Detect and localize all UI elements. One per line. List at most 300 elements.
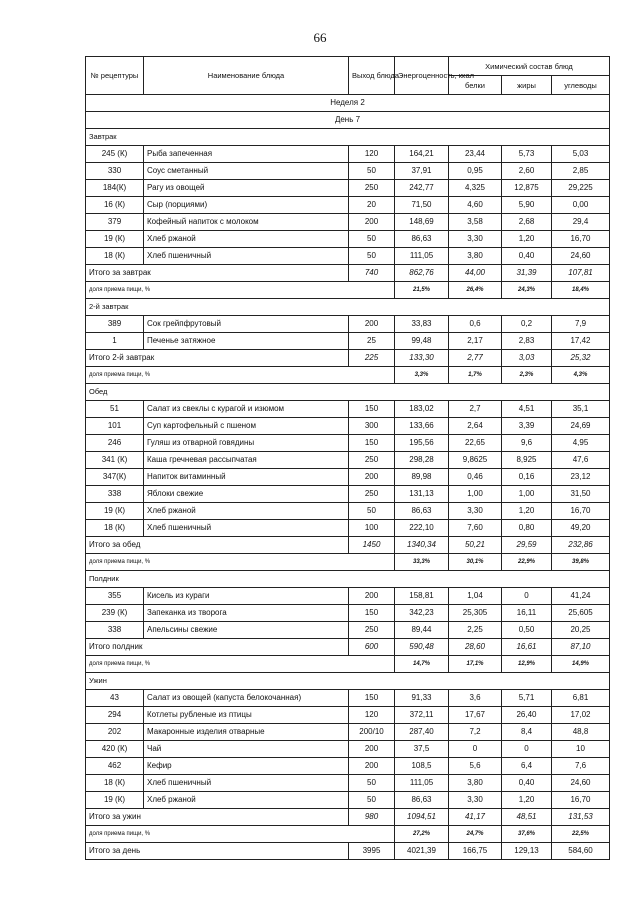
total-fat: 29,59 (502, 537, 552, 554)
dish-protein: 25,305 (449, 605, 502, 622)
recipe-number: 338 (86, 622, 144, 639)
recipe-number: 239 (К) (86, 605, 144, 622)
dish-name: Сок грейпфрутовый (144, 316, 349, 333)
total-energy: 133,30 (395, 350, 449, 367)
dish-name: Кисель из кураги (144, 588, 349, 605)
total-fat: 16,61 (502, 639, 552, 656)
day-total-row (86, 843, 610, 860)
dish-yield: 200/10 (349, 724, 395, 741)
dish-carbs: 31,50 (552, 486, 610, 503)
total-label: Итого за обед (86, 537, 349, 554)
share-carbs: 18,4% (552, 282, 610, 299)
total-label: Итого за ужин (86, 809, 349, 826)
dish-name: Гуляш из отварной говядины (144, 435, 349, 452)
share-carbs: 4,3% (552, 367, 610, 384)
dish-yield: 20 (349, 197, 395, 214)
share-energy: 33,3% (395, 554, 449, 571)
dish-yield: 50 (349, 503, 395, 520)
share-carbs: 14,9% (552, 656, 610, 673)
dish-protein: 0,6 (449, 316, 502, 333)
dish-fat: 5,73 (502, 146, 552, 163)
total-yield: 600 (349, 639, 395, 656)
day-total-energy: 4021,39 (395, 843, 449, 860)
dish-energy: 148,69 (395, 214, 449, 231)
share-protein: 17,1% (449, 656, 502, 673)
table-body (86, 95, 610, 860)
recipe-number: 420 (К) (86, 741, 144, 758)
meal-share-row (86, 656, 610, 673)
dish-energy: 37,5 (395, 741, 449, 758)
total-fat: 31,39 (502, 265, 552, 282)
dish-carbs: 7,6 (552, 758, 610, 775)
dish-energy: 242,77 (395, 180, 449, 197)
dish-fat: 16,11 (502, 605, 552, 622)
dish-carbs: 35,1 (552, 401, 610, 418)
table-row (86, 503, 610, 520)
share-fat: 2,3% (502, 367, 552, 384)
total-yield: 1450 (349, 537, 395, 554)
dish-yield: 50 (349, 231, 395, 248)
header-protein: белки (449, 76, 502, 95)
dish-protein: 17,67 (449, 707, 502, 724)
dish-name: Суп картофельный с пшеном (144, 418, 349, 435)
table-row (86, 418, 610, 435)
dish-name: Печенье затяжное (144, 333, 349, 350)
recipe-number: 355 (86, 588, 144, 605)
dish-energy: 342,23 (395, 605, 449, 622)
dish-fat: 0 (502, 741, 552, 758)
dish-protein: 22,65 (449, 435, 502, 452)
dish-carbs: 24,60 (552, 248, 610, 265)
dish-energy: 108,5 (395, 758, 449, 775)
dish-name: Сыр (порциями) (144, 197, 349, 214)
recipe-number: 43 (86, 690, 144, 707)
dish-fat: 2,83 (502, 333, 552, 350)
share-label: доля приема пищи, % (86, 282, 395, 299)
day-label: День 7 (86, 112, 610, 129)
table-row (86, 775, 610, 792)
dish-protein: 2,25 (449, 622, 502, 639)
table-row (86, 231, 610, 248)
dish-name: Хлеб пшеничный (144, 775, 349, 792)
dish-name: Запеканка из творога (144, 605, 349, 622)
total-fat: 48,51 (502, 809, 552, 826)
dish-yield: 200 (349, 469, 395, 486)
dish-fat: 1,20 (502, 231, 552, 248)
dish-name: Кофейный напиток с молоком (144, 214, 349, 231)
total-energy: 862,76 (395, 265, 449, 282)
week-label: Неделя 2 (86, 95, 610, 112)
dish-carbs: 5,03 (552, 146, 610, 163)
dish-fat: 0,16 (502, 469, 552, 486)
recipe-number: 184(К) (86, 180, 144, 197)
dish-name: Кефир (144, 758, 349, 775)
dish-name: Хлеб пшеничный (144, 520, 349, 537)
header-chem: Химический состав блюд (449, 57, 610, 76)
share-label: доля приема пищи, % (86, 554, 395, 571)
share-carbs: 22,5% (552, 826, 610, 843)
meal-total-row (86, 537, 610, 554)
dish-name: Макаронные изделия отварные (144, 724, 349, 741)
dish-protein: 1,00 (449, 486, 502, 503)
dish-yield: 50 (349, 775, 395, 792)
dish-protein: 7,60 (449, 520, 502, 537)
meal-header-row (86, 384, 610, 401)
dish-yield: 200 (349, 741, 395, 758)
total-carbs: 232,86 (552, 537, 610, 554)
header-carbs: углеводы (552, 76, 610, 95)
dish-fat: 1,00 (502, 486, 552, 503)
table-row (86, 724, 610, 741)
total-carbs: 107,81 (552, 265, 610, 282)
table-row (86, 146, 610, 163)
table-header (86, 57, 610, 95)
meal-share-row (86, 826, 610, 843)
dish-energy: 89,44 (395, 622, 449, 639)
recipe-number: 19 (К) (86, 503, 144, 520)
dish-name: Хлеб пшеничный (144, 248, 349, 265)
table-row (86, 469, 610, 486)
share-protein: 1,7% (449, 367, 502, 384)
meal-header-row (86, 299, 610, 316)
dish-energy: 99,48 (395, 333, 449, 350)
dish-energy: 298,28 (395, 452, 449, 469)
dish-protein: 2,17 (449, 333, 502, 350)
dish-carbs: 2,85 (552, 163, 610, 180)
header-fat: жиры (502, 76, 552, 95)
dish-protein: 4,60 (449, 197, 502, 214)
recipe-number: 16 (К) (86, 197, 144, 214)
dish-protein: 3,6 (449, 690, 502, 707)
dish-yield: 300 (349, 418, 395, 435)
dish-energy: 164,21 (395, 146, 449, 163)
dish-fat: 0,40 (502, 248, 552, 265)
dish-yield: 250 (349, 452, 395, 469)
meal-name: Обед (86, 384, 610, 401)
share-carbs: 39,8% (552, 554, 610, 571)
dish-name: Хлеб ржаной (144, 231, 349, 248)
dish-carbs: 17,42 (552, 333, 610, 350)
dish-carbs: 29,4 (552, 214, 610, 231)
recipe-number: 19 (К) (86, 231, 144, 248)
dish-fat: 0 (502, 588, 552, 605)
dish-protein: 9,8625 (449, 452, 502, 469)
dish-protein: 5,6 (449, 758, 502, 775)
table-row (86, 605, 610, 622)
dish-yield: 250 (349, 486, 395, 503)
share-label: доля приема пищи, % (86, 367, 395, 384)
dish-fat: 5,71 (502, 690, 552, 707)
dish-carbs: 41,24 (552, 588, 610, 605)
table-row (86, 690, 610, 707)
header-yield: Выход блюда (349, 57, 395, 95)
dish-fat: 3,39 (502, 418, 552, 435)
meal-header-row (86, 129, 610, 146)
dish-yield: 120 (349, 146, 395, 163)
dish-energy: 372,11 (395, 707, 449, 724)
meal-total-row (86, 809, 610, 826)
recipe-number: 341 (К) (86, 452, 144, 469)
dish-carbs: 17,02 (552, 707, 610, 724)
dish-carbs: 49,20 (552, 520, 610, 537)
total-carbs: 87,10 (552, 639, 610, 656)
dish-carbs: 24,60 (552, 775, 610, 792)
dish-protein: 3,80 (449, 248, 502, 265)
recipe-number: 19 (К) (86, 792, 144, 809)
share-protein: 26,4% (449, 282, 502, 299)
dish-fat: 12,875 (502, 180, 552, 197)
header-energy: Энергоценность, ккал (395, 57, 449, 95)
meal-name: 2-й завтрак (86, 299, 610, 316)
header-recipe: № рецептуры (86, 57, 144, 95)
dish-name: Рагу из овощей (144, 180, 349, 197)
dish-fat: 1,20 (502, 503, 552, 520)
dish-energy: 133,66 (395, 418, 449, 435)
table-row (86, 248, 610, 265)
dish-fat: 8,925 (502, 452, 552, 469)
recipe-number: 347(К) (86, 469, 144, 486)
total-yield: 980 (349, 809, 395, 826)
table-row (86, 707, 610, 724)
share-fat: 12,9% (502, 656, 552, 673)
table-row (86, 197, 610, 214)
dish-carbs: 16,70 (552, 792, 610, 809)
meal-name: Ужин (86, 673, 610, 690)
table-row (86, 792, 610, 809)
dish-fat: 9,6 (502, 435, 552, 452)
dish-protein: 3,80 (449, 775, 502, 792)
dish-energy: 222,10 (395, 520, 449, 537)
total-energy: 1340,34 (395, 537, 449, 554)
recipe-number: 1 (86, 333, 144, 350)
dish-protein: 2,7 (449, 401, 502, 418)
dish-name: Каша гречневая рассыпчатая (144, 452, 349, 469)
dish-fat: 0,50 (502, 622, 552, 639)
dish-carbs: 6,81 (552, 690, 610, 707)
dish-yield: 200 (349, 758, 395, 775)
recipe-number: 379 (86, 214, 144, 231)
menu-table (85, 56, 610, 860)
dish-fat: 6,4 (502, 758, 552, 775)
dish-protein: 3,30 (449, 503, 502, 520)
dish-name: Рыба запеченная (144, 146, 349, 163)
dish-carbs: 47,6 (552, 452, 610, 469)
meal-share-row (86, 554, 610, 571)
total-protein: 44,00 (449, 265, 502, 282)
share-energy: 14,7% (395, 656, 449, 673)
recipe-number: 389 (86, 316, 144, 333)
total-yield: 740 (349, 265, 395, 282)
dish-name: Напиток витаминный (144, 469, 349, 486)
table-row (86, 316, 610, 333)
dish-carbs: 24,69 (552, 418, 610, 435)
recipe-number: 338 (86, 486, 144, 503)
share-energy: 21,5% (395, 282, 449, 299)
recipe-number: 18 (К) (86, 248, 144, 265)
dish-protein: 23,44 (449, 146, 502, 163)
total-label: Итого за завтрак (86, 265, 349, 282)
dish-fat: 0,80 (502, 520, 552, 537)
dish-name: Соус сметанный (144, 163, 349, 180)
dish-energy: 287,40 (395, 724, 449, 741)
dish-energy: 37,91 (395, 163, 449, 180)
dish-energy: 131,13 (395, 486, 449, 503)
dish-carbs: 25,605 (552, 605, 610, 622)
table-row (86, 520, 610, 537)
meal-name: Завтрак (86, 129, 610, 146)
dish-energy: 71,50 (395, 197, 449, 214)
dish-carbs: 16,70 (552, 231, 610, 248)
recipe-number: 246 (86, 435, 144, 452)
dish-energy: 195,56 (395, 435, 449, 452)
dish-yield: 50 (349, 163, 395, 180)
total-protein: 50,21 (449, 537, 502, 554)
day-total-protein: 166,75 (449, 843, 502, 860)
recipe-number: 18 (К) (86, 775, 144, 792)
dish-yield: 50 (349, 248, 395, 265)
meal-header-row (86, 571, 610, 588)
day-total-yield: 3995 (349, 843, 395, 860)
dish-yield: 200 (349, 316, 395, 333)
share-label: доля приема пищи, % (86, 826, 395, 843)
recipe-number: 51 (86, 401, 144, 418)
dish-carbs: 48,8 (552, 724, 610, 741)
dish-name: Котлеты рубленые из птицы (144, 707, 349, 724)
dish-protein: 0 (449, 741, 502, 758)
dish-yield: 150 (349, 690, 395, 707)
meal-header-row (86, 673, 610, 690)
total-energy: 590,48 (395, 639, 449, 656)
dish-fat: 0,40 (502, 775, 552, 792)
dish-yield: 100 (349, 520, 395, 537)
share-fat: 22,9% (502, 554, 552, 571)
dish-fat: 0,2 (502, 316, 552, 333)
share-protein: 30,1% (449, 554, 502, 571)
table-row (86, 622, 610, 639)
header-dish: Наименование блюда (144, 57, 349, 95)
meal-name: Полдник (86, 571, 610, 588)
dish-name: Салат из свеклы с курагой и изюмом (144, 401, 349, 418)
dish-protein: 0,95 (449, 163, 502, 180)
day-total-carbs: 584,60 (552, 843, 610, 860)
total-protein: 41,17 (449, 809, 502, 826)
dish-carbs: 23,12 (552, 469, 610, 486)
total-energy: 1094,51 (395, 809, 449, 826)
meal-share-row (86, 367, 610, 384)
dish-energy: 111,05 (395, 775, 449, 792)
share-protein: 24,7% (449, 826, 502, 843)
recipe-number: 294 (86, 707, 144, 724)
dish-yield: 150 (349, 401, 395, 418)
dish-yield: 250 (349, 622, 395, 639)
meal-share-row (86, 282, 610, 299)
dish-energy: 33,83 (395, 316, 449, 333)
dish-carbs: 29,225 (552, 180, 610, 197)
meal-total-row (86, 639, 610, 656)
dish-fat: 4,51 (502, 401, 552, 418)
share-energy: 3,3% (395, 367, 449, 384)
recipe-number: 202 (86, 724, 144, 741)
day-total-fat: 129,13 (502, 843, 552, 860)
dish-yield: 250 (349, 180, 395, 197)
page-number: 66 (313, 30, 327, 45)
dish-protein: 0,46 (449, 469, 502, 486)
dish-carbs: 4,95 (552, 435, 610, 452)
dish-fat: 2,68 (502, 214, 552, 231)
recipe-number: 462 (86, 758, 144, 775)
table-row (86, 758, 610, 775)
dish-carbs: 7,9 (552, 316, 610, 333)
dish-protein: 3,30 (449, 792, 502, 809)
recipe-number: 101 (86, 418, 144, 435)
dish-protein: 2,64 (449, 418, 502, 435)
table-row (86, 588, 610, 605)
table-row (86, 486, 610, 503)
dish-yield: 200 (349, 214, 395, 231)
table-row (86, 452, 610, 469)
dish-energy: 183,02 (395, 401, 449, 418)
dish-protein: 4,325 (449, 180, 502, 197)
dish-fat: 2,60 (502, 163, 552, 180)
share-energy: 27,2% (395, 826, 449, 843)
table-row (86, 163, 610, 180)
meal-total-row (86, 265, 610, 282)
dish-name: Апельсины свежие (144, 622, 349, 639)
dish-carbs: 20,25 (552, 622, 610, 639)
dish-yield: 25 (349, 333, 395, 350)
table-row (86, 435, 610, 452)
recipe-number: 18 (К) (86, 520, 144, 537)
dish-name: Чай (144, 741, 349, 758)
dish-name: Хлеб ржаной (144, 503, 349, 520)
dish-fat: 1,20 (502, 792, 552, 809)
table-row (86, 741, 610, 758)
dish-protein: 1,04 (449, 588, 502, 605)
dish-energy: 89,98 (395, 469, 449, 486)
table-row (86, 180, 610, 197)
dish-energy: 86,63 (395, 792, 449, 809)
dish-protein: 3,58 (449, 214, 502, 231)
dish-carbs: 0,00 (552, 197, 610, 214)
dish-carbs: 10 (552, 741, 610, 758)
dish-carbs: 16,70 (552, 503, 610, 520)
dish-energy: 86,63 (395, 503, 449, 520)
recipe-number: 245 (К) (86, 146, 144, 163)
total-carbs: 131,53 (552, 809, 610, 826)
share-fat: 37,6% (502, 826, 552, 843)
dish-yield: 50 (349, 792, 395, 809)
total-fat: 3,03 (502, 350, 552, 367)
table-row (86, 333, 610, 350)
total-label: Итого полдник (86, 639, 349, 656)
dish-fat: 26,40 (502, 707, 552, 724)
dish-energy: 86,63 (395, 231, 449, 248)
total-yield: 225 (349, 350, 395, 367)
dish-fat: 5,90 (502, 197, 552, 214)
dish-energy: 111,05 (395, 248, 449, 265)
dish-fat: 8,4 (502, 724, 552, 741)
total-protein: 28,60 (449, 639, 502, 656)
total-label: Итого 2-й завтрак (86, 350, 349, 367)
share-fat: 24,3% (502, 282, 552, 299)
dish-name: Хлеб ржаной (144, 792, 349, 809)
meal-total-row (86, 350, 610, 367)
dish-energy: 158,81 (395, 588, 449, 605)
dish-yield: 200 (349, 588, 395, 605)
dish-name: Салат из овощей (капуста белокочанная) (144, 690, 349, 707)
day-total-label: Итого за день (86, 843, 349, 860)
total-protein: 2,77 (449, 350, 502, 367)
